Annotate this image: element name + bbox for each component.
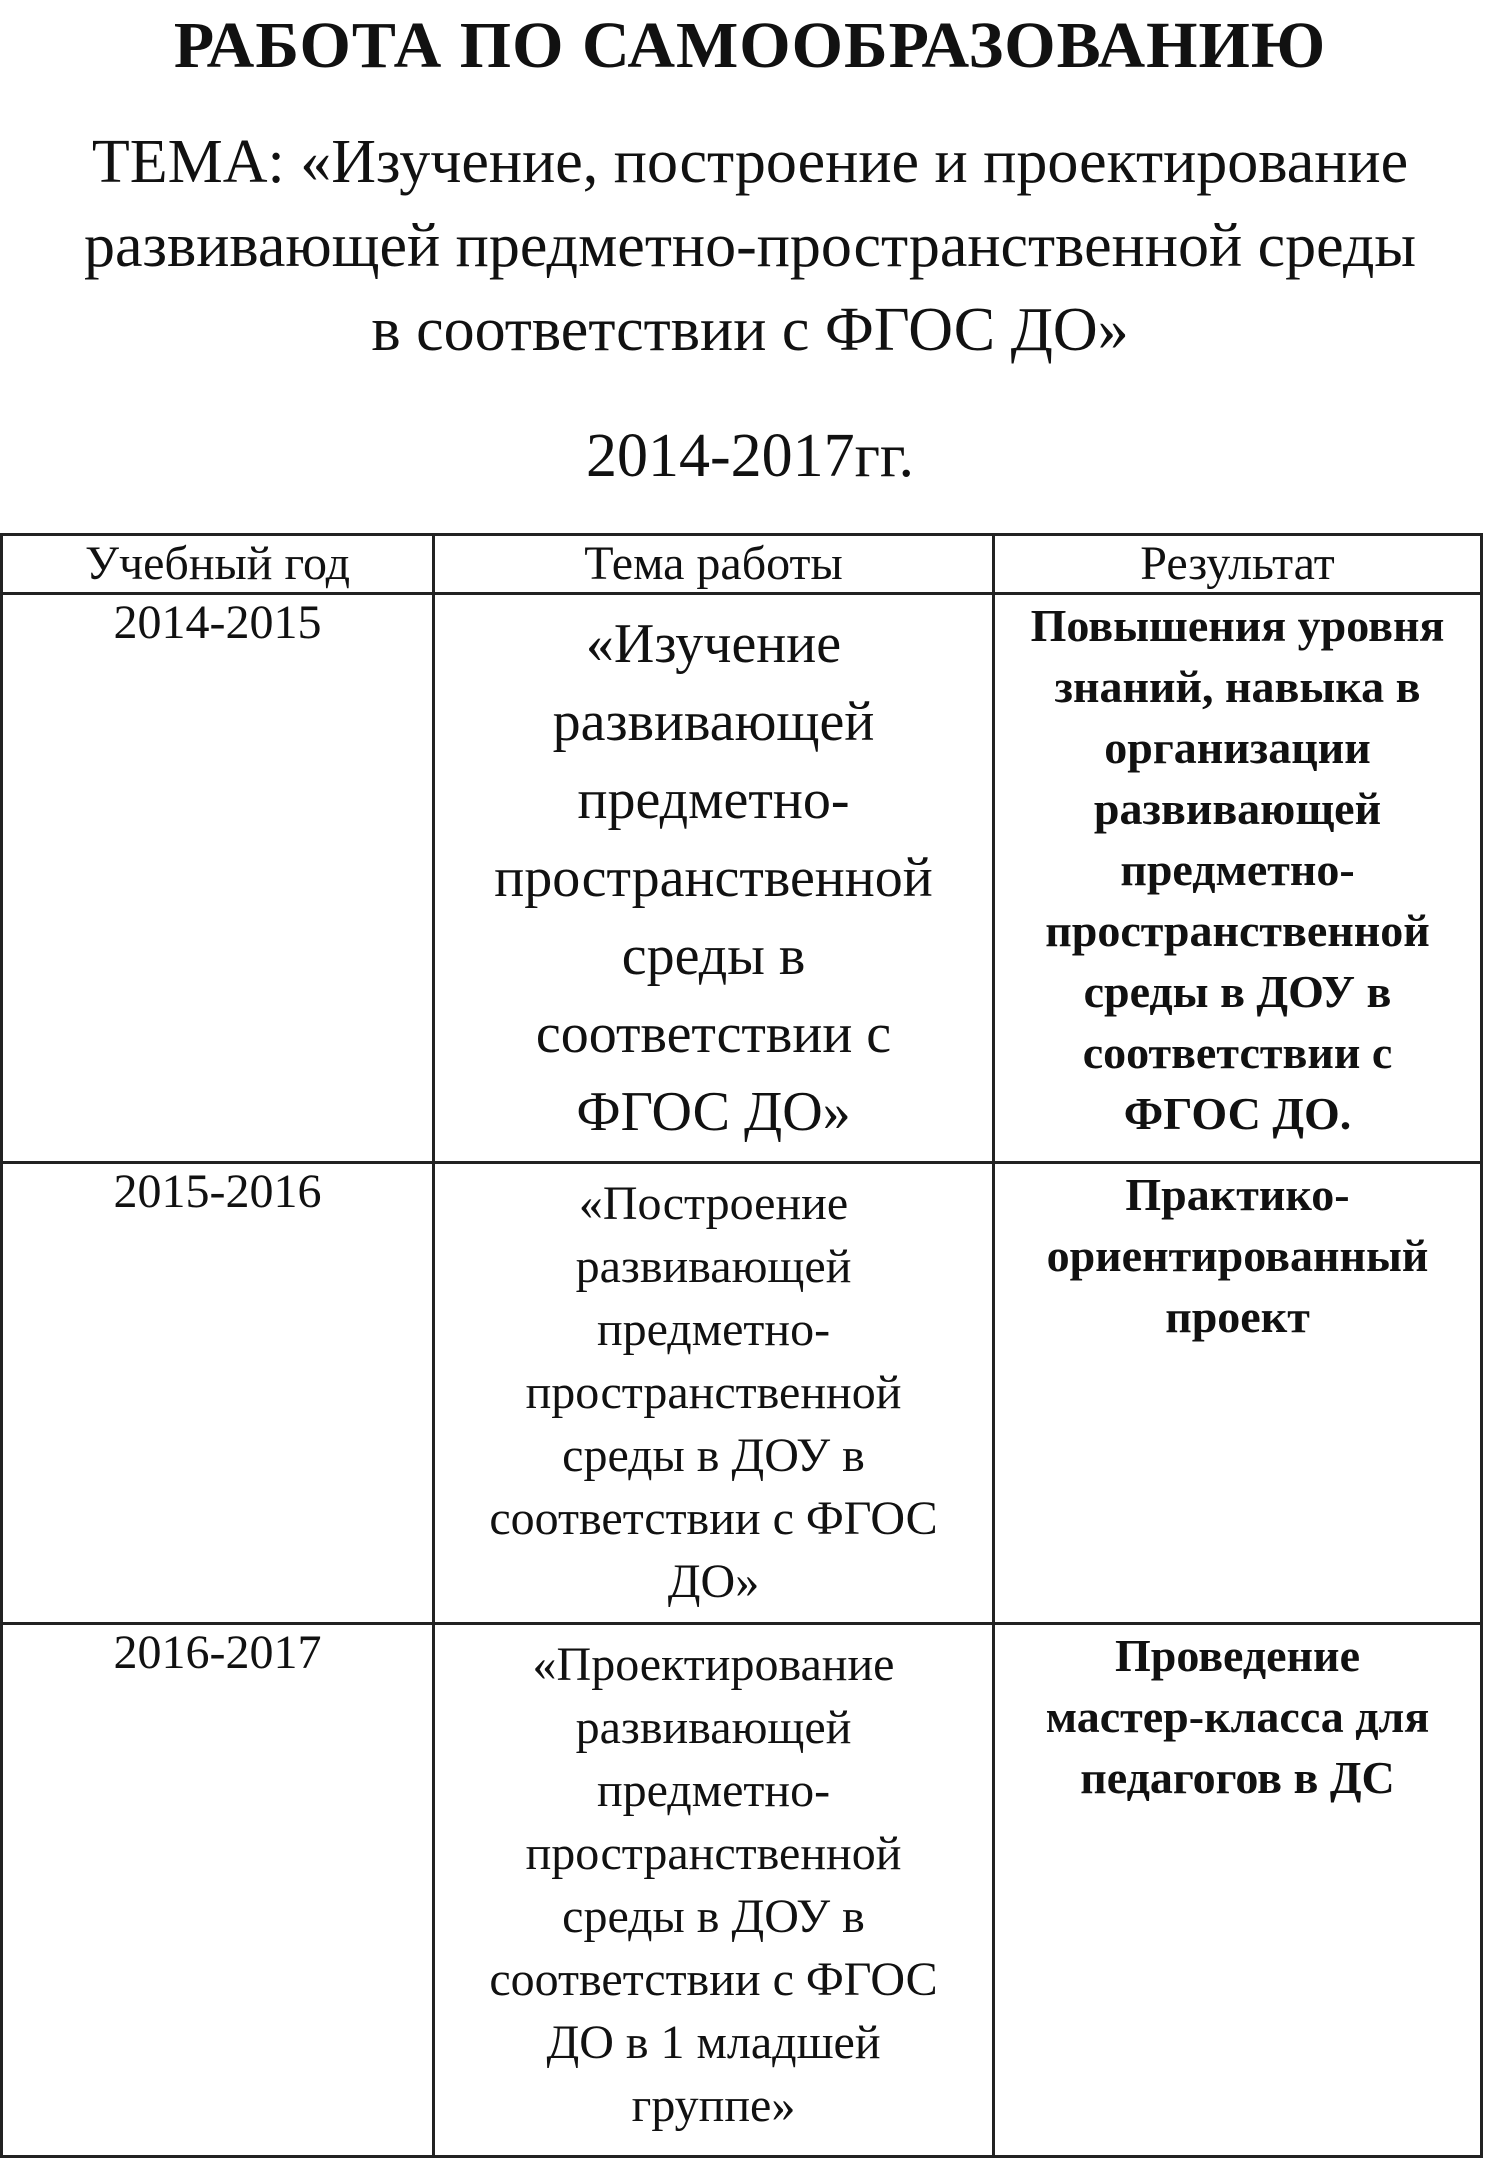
- document-theme: [0, 120, 1500, 372]
- topic-line: соответствии с: [535, 1003, 892, 1065]
- self-education-table: [0, 533, 1483, 2158]
- table-header-row: [2, 535, 1482, 594]
- document-title: РАБОТА ПО САМООБРАЗОВАНИЮ: [173, 9, 1327, 82]
- theme-line: ТЕМА: «Изучение, построение и проектирование: [91, 128, 1409, 196]
- column-header-topic: Тема работы: [434, 535, 994, 594]
- topic-line: группе»: [631, 2079, 796, 2132]
- result-line: пространственной: [1045, 905, 1430, 956]
- result-line: среды в ДОУ в: [1083, 966, 1392, 1017]
- topic-line: развивающей: [552, 691, 875, 753]
- topic-line: развивающей: [575, 1701, 852, 1754]
- topic-line: развивающей: [575, 1240, 852, 1293]
- topic-line: предметно-: [577, 769, 850, 831]
- result-line: Практико-: [1125, 1169, 1350, 1220]
- topic-line: ФГОС ДО»: [576, 1081, 851, 1143]
- topic-line: «Изучение: [585, 613, 842, 675]
- topic-line: «Проектирование: [532, 1638, 895, 1691]
- table-row: [2, 594, 1482, 1163]
- result-line: ориентированный: [1046, 1230, 1429, 1281]
- year-cell: 2015-2016: [2, 1163, 434, 1624]
- result-line: знаний, навыка в: [1054, 661, 1421, 712]
- result-line: педагогов в ДС: [1080, 1752, 1395, 1803]
- result-line: предметно-: [1120, 844, 1355, 895]
- topic-line: среды в ДОУ в: [562, 1890, 865, 1943]
- result-cell: [994, 1624, 1482, 2157]
- column-header-year: Учебный год: [2, 535, 434, 594]
- document-years: 2014-2017гг.: [585, 422, 914, 490]
- topic-line: среды в: [621, 925, 806, 987]
- theme-line: развивающей предметно-пространственной среды: [83, 212, 1417, 280]
- topic-line: пространственной: [494, 847, 933, 909]
- topic-line: ДО в 1 младшей: [546, 2016, 881, 2069]
- column-header-result: Результат: [994, 535, 1482, 594]
- topic-line: пространственной: [525, 1827, 902, 1880]
- topic-line: пространственной: [525, 1366, 902, 1419]
- topic-line: «Построение: [578, 1177, 849, 1230]
- table-row: [2, 1624, 1482, 2157]
- topic-line: соответствии с ФГОС: [489, 1492, 938, 1545]
- result-line: Повышения уровня: [1030, 600, 1445, 651]
- topic-cell: [434, 1163, 994, 1624]
- result-cell: [994, 1163, 1482, 1624]
- topic-line: среды в ДОУ в: [562, 1429, 865, 1482]
- result-line: проект: [1165, 1291, 1310, 1342]
- year-cell: 2016-2017: [2, 1624, 434, 2157]
- result-line: соответствии с: [1082, 1027, 1393, 1078]
- table-row: [2, 1163, 1482, 1624]
- result-line: развивающей: [1093, 783, 1382, 834]
- result-cell: [994, 594, 1482, 1163]
- topic-line: соответствии с ФГОС: [489, 1953, 938, 2006]
- year-cell: 2014-2015: [2, 594, 434, 1163]
- topic-cell: [434, 594, 994, 1163]
- result-line: мастер-класса для: [1045, 1691, 1430, 1742]
- result-line: ФГОС ДО.: [1123, 1088, 1352, 1139]
- topic-line: предметно-: [596, 1764, 831, 1817]
- topic-cell: [434, 1624, 994, 2157]
- topic-line: ДО»: [667, 1555, 760, 1608]
- theme-line: в соответствии с ФГОС ДО»: [371, 296, 1129, 364]
- result-line: Проведение: [1115, 1630, 1360, 1681]
- topic-line: предметно-: [596, 1303, 831, 1356]
- result-line: организации: [1104, 722, 1371, 773]
